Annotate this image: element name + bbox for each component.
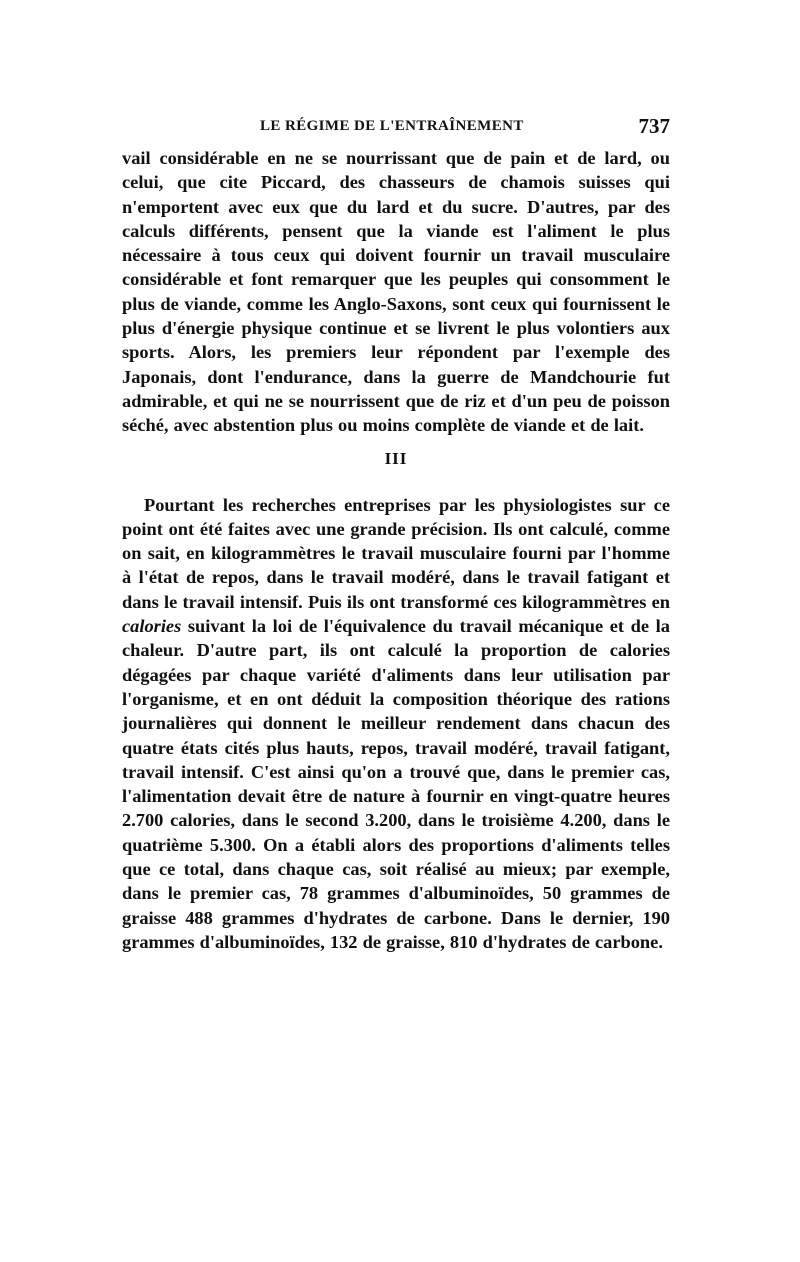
running-title: LE RÉGIME DE L'ENTRAÎNEMENT [260,118,524,134]
section-number: III [384,448,408,468]
paragraph-text-start: Pourtant les recherches entreprises par les physiologistes sur ce point ont été faites avec une grande précision. Ils ont calculé, comme on sait, en kilogrammètres le travail musculaire fourni par l'homme à l'état de repos, dans le travail modéré, dans le travail fatigant et dans le travail intensif. Puis ils ont transformé ces kilogrammètres en [122,494,670,612]
paragraph-section-three [122,493,670,955]
paragraph-continued: vail considérable en ne se nourrissant que de pain et de lard, ou celui, que cite Piccard, des chasseurs de chamois suisses qui n'emportent avec eux que du lard et du sucre. D'autres, par des calculs différents, pensent que la viande est l'aliment le plus nécessaire à tous ceux qui doivent fournir un travail musculaire considérable et font remarquer que les peuples qui consomment le plus de viande, comme les Anglo-Saxons, sont ceux qui fournissent le plus d'énergie physique continue et se livrent le plus volontiers aux sports. Alors, les premiers leur répondent par l'exemple des Japonais, dont l'endurance, dans la guerre de Mandchourie fut admirable, et qui ne se nourrissent que de riz et d'un peu de poisson séché, avec abstention plus ou moins complète de viande et de lait. [122,148,670,436]
book-page [122,110,670,954]
running-head [122,110,670,146]
page-number: 737 [638,114,670,138]
italic-term-calories: calories [122,616,182,637]
paragraph-text-end: suivant la loi de l'équivalence du travail mécanique et de la chaleur. D'autre part, ils ont calculé la proportion de calories dégagées par chaque variété d'aliments dans leur utilisation par l'organisme, et en ont déduit la composition théorique des rations journalières qui donnent le meilleur rendement dans chacun des quatre états cités plus hauts, repos, travail modéré, travail fatigant, travail intensif. C'est ainsi qu'on a trouvé que, dans le premier cas, l'alimentation devait être de nature à fournir en vingt-quatre heures 2.700 calories, dans le second 3.200, dans le troisième 4.200, dans le quatrième 5.300. On a établi alors des proportions d'aliments telles que ce total, dans chaque cas, soit réalisé au mieux; par exemple, dans le premier cas, 78 grammes d'albuminoïdes, 50 grammes de graisse 488 grammes d'hydrates de carbone. Dans le dernier, 190 grammes d'albuminoïdes, 132 de graisse, 810 d'hydrates de carbone. [122,616,670,952]
